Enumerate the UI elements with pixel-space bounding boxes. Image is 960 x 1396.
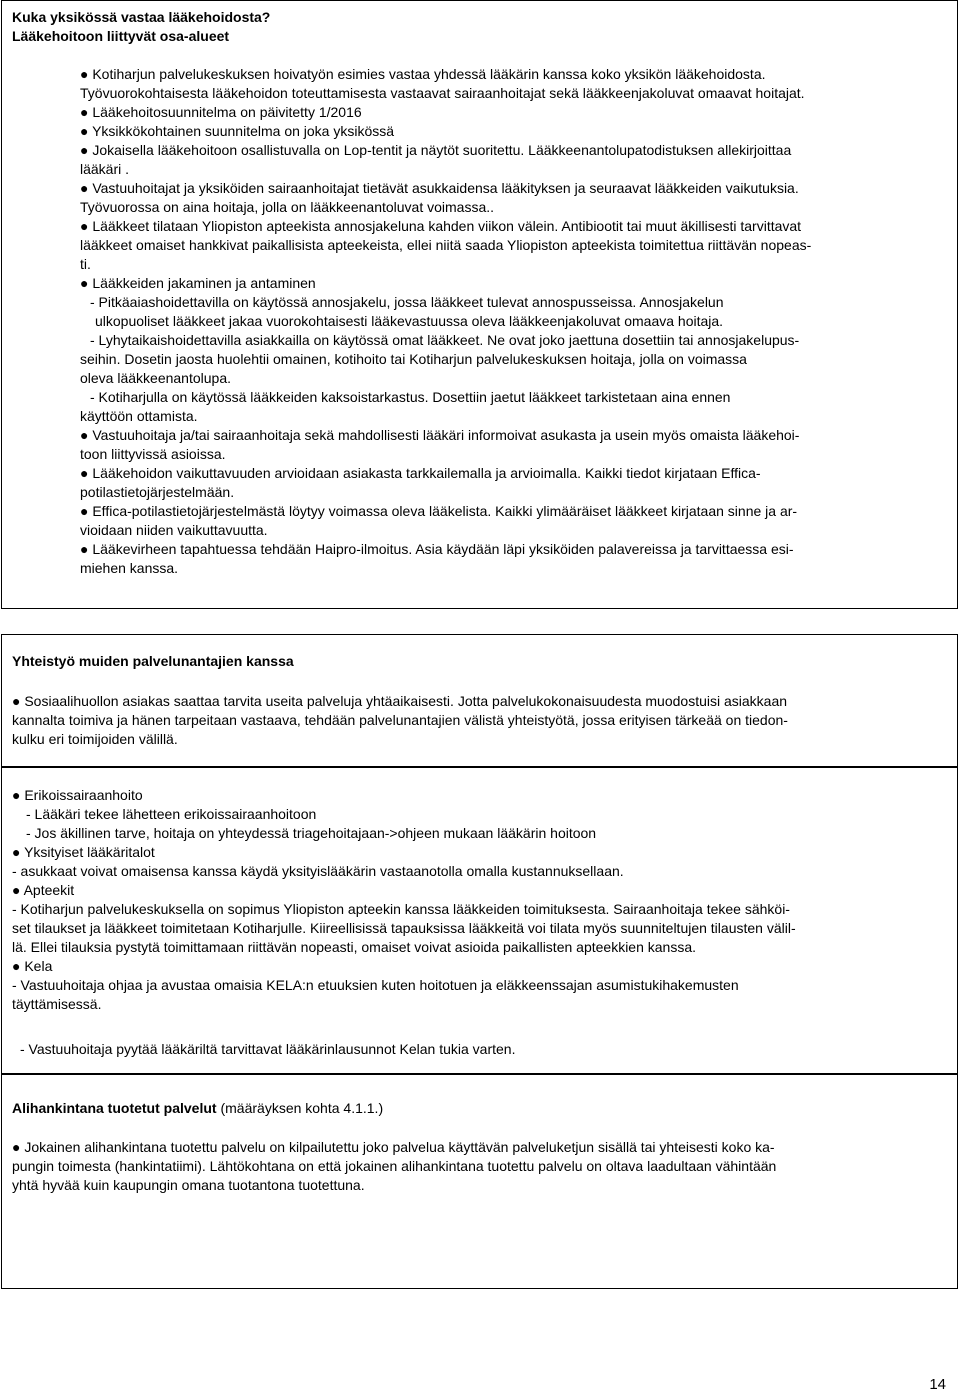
text-line: oleva lääkkeenantolupa. (80, 370, 232, 386)
text-line: kulku eri toimijoiden välillä. (12, 731, 178, 747)
text-line: ● Effica-potilastietojärjestelmästä löytyy voimassa oleva lääkelista. Kaikki ylimääräiset lääkkeet kirjataan sinne ja ar- (80, 503, 798, 519)
text-line: Työvuorokohtaisesta lääkehoidon toteuttamisesta vastaavat sairaanhoitajat sekä lääkkeenjakoluvat omaavat hoitajat. (80, 85, 805, 101)
text-line: lääkäri . (80, 161, 130, 177)
section-subcontracting-title-bold: Alihankintana tuotetut palvelut (12, 1100, 217, 1116)
text-line: Työvuorossa on aina hoitaja, jolla on lääkkeenantoluvat voimassa.. (80, 199, 495, 215)
text-line: ● Lääkkeiden jakaminen ja antaminen (80, 275, 316, 291)
text-line: ● Lääkehoidon vaikuttavuuden arvioidaan asiakasta tarkkailemalla ja arvioimalla. Kaikki tiedot kirjataan Effica- (80, 465, 761, 481)
text-line: ● Jokainen alihankintana tuotettu palvelu on kilpailutettu joko palvelua käyttävän palveluketjun sisällä tai yhteisesti koko ka- (12, 1139, 775, 1155)
text-line: yhtä hyvää kuin kaupungin omana tuotantona tuotettuna. (12, 1177, 365, 1193)
text-line: käyttöön ottamista. (80, 408, 198, 424)
text-line: ● Erikoissairaanhoito (12, 787, 143, 803)
text-line: lääkkeet omaiset hankkivat paikallisista apteekeista, ellei niitä saada Yliopiston apteekista toimitettua riittävän nopeas- (80, 237, 812, 253)
section-subcontracting-title-rest: (määräyksen kohta 4.1.1.) (216, 1100, 384, 1116)
text-line: - Kotiharjun palvelukeskuksella on sopimus Yliopiston apteekin kanssa lääkkeiden toimituksesta. Sairaanhoitaja tekee sähköi- (12, 901, 790, 917)
text-line: - Vastuuhoitaja pyytää lääkäriltä tarvittavat lääkärinlausunnot Kelan tukia varten. (20, 1041, 516, 1057)
text-line: seihin. Dosetin jaosta huolehtii omainen, kotihoito tai Kotiharjun palvelukeskuksen hoitaja, jolla on voimassa (80, 351, 747, 367)
text-line: - asukkaat voivat omaisensa kanssa käydä yksityislääkärin vastaanotolla omalla kustannuksellaan. (12, 863, 624, 879)
section-subcontracting-title (12, 1099, 383, 1118)
text-line: - Kotiharjulla on käytössä lääkkeiden kaksoistarkastus. Dosettiin jaetut lääkkeet tarkistetaan aina ennen (90, 389, 731, 405)
text-line: lä. Ellei tilauksia pystytä toimittamaan riittävän nopeasti, omaiset voivat asioida paikallisten apteekkien kanssa. (12, 939, 697, 955)
section-cooperation-title: Yhteistyö muiden palvelunantajien kanssa (12, 653, 294, 669)
text-line: ulkopuoliset lääkkeet jakaa vuorokohtaisesti lääkevastuussa oleva lääkkeenjakoluvat omaava hoitaja. (95, 313, 724, 329)
text-line: ● Kela (12, 958, 53, 974)
text-line: kannalta toimiva ja hänen tarpeitaan vastaava, tehdään palvelunantajien välistä yhteistyötä, jossa erityisen tärkeää on tiedon- (12, 712, 788, 728)
section-medication-title: Kuka yksikössä vastaa lääkehoidosta? (12, 9, 271, 25)
section-medication-subtitle: Lääkehoitoon liittyvät osa-alueet (12, 28, 230, 44)
text-line: ● Jokaisella lääkehoitoon osallistuvalla on Lop-tentit ja näytöt suoritettu. Lääkkeenantolupatodistuksen allekirjoittaa (80, 142, 792, 158)
text-line: ● Sosiaalihuollon asiakas saattaa tarvita useita palveluja yhtäaikaisesti. Jotta palvelukokonaisuudesta muodostuisi asiakkaan (12, 693, 788, 709)
text-line: pungin toimesta (hankintatiimi). Lähtökohtana on että jokainen alihankintana tuotettu palvelu on oltava laadultaan vähintään (12, 1158, 777, 1174)
text-line: ● Apteekit (12, 882, 75, 898)
text-line: ● Lääkevirheen tapahtuessa tehdään Haipro-ilmoitus. Asia käydään läpi yksiköiden palavereissa ja tarvittaessa esi- (80, 541, 794, 557)
text-line: ● Lääkkeet tilataan Yliopiston apteekista annosjakeluna kahden viikon välein. Antibiootit tai muut äkillisesti tarvittavat (80, 218, 802, 234)
text-line: toon liittyvissä asioissa. (80, 446, 226, 462)
text-line: - Lyhytaikaishoidettavilla asiakkailla on käytössä omat lääkkeet. Ne ovat joko jaettuna dosettiin tai annosjakelupus- (90, 332, 800, 348)
text-line: - Pitkäaiashoidettavilla on käytössä annosjakelu, jossa lääkkeet tulevat annospusseissa. Annosjakelun (90, 294, 724, 310)
text-line: ● Yksityiset lääkäritalot (12, 844, 155, 860)
text-line: - Jos äkillinen tarve, hoitaja on yhteydessä triagehoitajaan->ohjeen mukaan lääkärin hoitoon (26, 825, 597, 841)
text-line: potilastietojärjestelmään. (80, 484, 235, 500)
text-line: ● Kotiharjun palvelukeskuksen hoivatyön esimies vastaa yhdessä lääkärin kanssa koko yksikön lääkehoidosta. (80, 66, 766, 82)
text-line: - Lääkäri tekee lähetteen erikoissairaanhoitoon (26, 806, 317, 822)
text-line: set tilaukset ja lääkkeet toimitetaan Kotiharjulle. Kiireellisissä tapauksissa lääkkeitä voi tilata myös suunniteltujen tilausten välil- (12, 920, 796, 936)
text-line: ti. (80, 256, 91, 272)
text-line: ● Vastuuhoitajat ja yksiköiden sairaanhoitajat tietävät asukkaidensa lääkityksen ja seuraavat lääkkeiden vaikutuksia. (80, 180, 799, 196)
text-line: vioidaan niiden vaikuttavuutta. (80, 522, 268, 538)
text-line: täyttämisessä. (12, 996, 102, 1012)
text-line: ● Yksikkökohtainen suunnitelma on joka yksikössä (80, 123, 395, 139)
text-line: ● Lääkehoitosuunnitelma on päivitetty 1/2016 (80, 104, 362, 120)
text-line: miehen kanssa. (80, 560, 179, 576)
text-line: ● Vastuuhoitaja ja/tai sairaanhoitaja sekä mahdollisesti lääkäri informoivat asukasta ja usein myös omaista lääkehoi- (80, 427, 800, 443)
page-number: 14 (929, 1376, 946, 1393)
text-line: - Vastuuhoitaja ohjaa ja avustaa omaisia KELA:n etuuksien kuten hoitotuen ja eläkkeenssajan asumistukihakemusten (12, 977, 739, 993)
